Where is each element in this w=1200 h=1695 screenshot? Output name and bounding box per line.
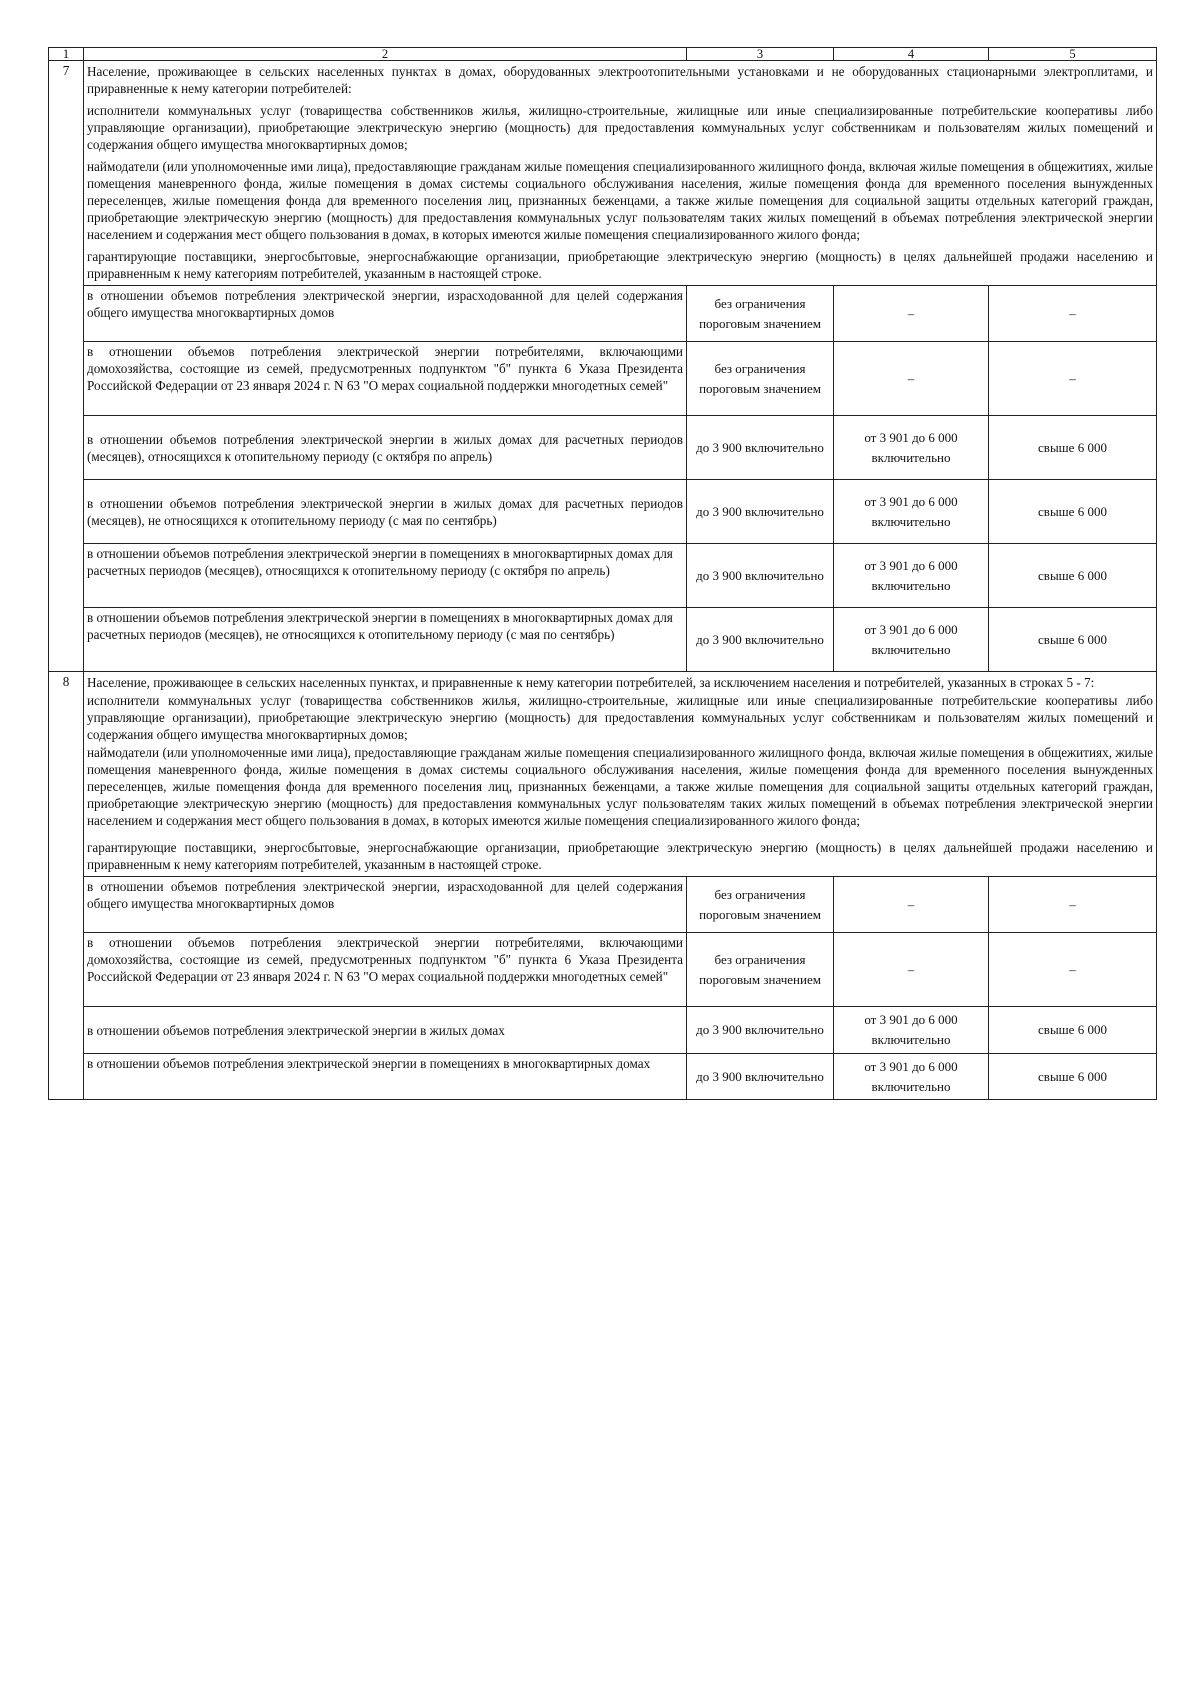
row-number-8: 8 xyxy=(49,672,84,1100)
row-8-sub-3-text: в отношении объемов потребления электрической энергии в жилых домах xyxy=(84,1007,687,1054)
row-7-sub-1-c5: – xyxy=(989,286,1157,342)
table-row xyxy=(49,1007,1157,1054)
row-7-sub-2-text: в отношении объемов потребления электрической энергии потребителями, включающими домохозяйства, состоящие из семей, предусмотренных подпунктом "б" пункта 6 Указа Президента Российской Федерации от 23 января 2024 г. N 63 "О мерах социальной поддержки многодетных семей" xyxy=(84,342,687,416)
row-8-sub-1-c3: без ограничения пороговым значением xyxy=(687,877,834,933)
row-7-sub-3-c4: от 3 901 до 6 000 включительно xyxy=(834,416,989,480)
tariff-table-page xyxy=(48,47,1156,1100)
row-8-sub-2-c5: – xyxy=(989,933,1157,1007)
row-7-sub-5-text: в отношении объемов потребления электрической энергии в помещениях в многоквартирных домах для расчетных периодов (месяцев), относящихся к отопительному периоду (с октября по апрель) xyxy=(84,544,687,608)
row-8-sub-2-text: в отношении объемов потребления электрической энергии потребителями, включающими домохозяйства, состоящие из семей, предусмотренных подпунктом "б" пункта 6 Указа Президента Российской Федерации от 23 января 2024 г. N 63 "О мерах социальной поддержки многодетных семей" xyxy=(84,933,687,1007)
row-7-sub-3-text: в отношении объемов потребления электрической энергии в жилых домах для расчетных периодов (месяцев), относящихся к отопительному периоду (с октября по апрель) xyxy=(84,416,687,480)
row-8-sub-4-c5: свыше 6 000 xyxy=(989,1054,1157,1100)
row-8-description xyxy=(84,672,1157,877)
row-7-para-3: наймодатели (или уполномоченные ими лица), предоставляющие гражданам жилые помещения специализированного жилищного фонда, включая жилые помещения в общежитиях, жилые помещения маневренного фонда, жилые помещения в домах системы социального обслуживания населения, жилые помещения фонда для временного поселения вынужденных переселенцев, жилые помещения фонда для временного поселения лиц, признанных беженцами, а также жилые помещения для социальной защиты отдельных категорий граждан, приобретающие электрическую энергию (мощность) для предоставления коммунальных услуг пользователям таких жилых помещений в объемах потребления электрической энергии населением и содержания мест общего пользования в домах, в которых имеются жилые помещения специализированного жилого фонда; xyxy=(87,159,1153,242)
row-8-sub-1-c4: – xyxy=(834,877,989,933)
row-7-sub-3-c3: до 3 900 включительно xyxy=(687,416,834,480)
table-row xyxy=(49,877,1157,933)
table-row xyxy=(49,342,1157,416)
row-7-sub-6-c3: до 3 900 включительно xyxy=(687,608,834,672)
row-7-para-1: Население, проживающее в сельских населенных пунктах в домах, оборудованных электроотопительными установками и не оборудованных стационарными электроплитами, и приравненные к нему категории потребителей: xyxy=(87,64,1153,96)
row-8-sub-1-c5: – xyxy=(989,877,1157,933)
table-row xyxy=(49,286,1157,342)
row-7-sub-4-c5: свыше 6 000 xyxy=(989,480,1157,544)
row-7-sub-4-c4: от 3 901 до 6 000 включительно xyxy=(834,480,989,544)
row-8-sub-3-c5: свыше 6 000 xyxy=(989,1007,1157,1054)
row-7-sub-6-c5: свыше 6 000 xyxy=(989,608,1157,672)
row-7-sub-2-c4: – xyxy=(834,342,989,416)
row-7-sub-2-c5: – xyxy=(989,342,1157,416)
header-col-3: 3 xyxy=(687,48,834,61)
row-7-sub-6-c4: от 3 901 до 6 000 включительно xyxy=(834,608,989,672)
header-col-1: 1 xyxy=(49,48,84,61)
row-8-sub-2-c3: без ограничения пороговым значением xyxy=(687,933,834,1007)
row-7-sub-5-c5: свыше 6 000 xyxy=(989,544,1157,608)
header-col-4: 4 xyxy=(834,48,989,61)
table-row xyxy=(49,933,1157,1007)
row-7-description xyxy=(84,61,1157,286)
row-8-sub-4-c4: от 3 901 до 6 000 включительно xyxy=(834,1054,989,1100)
row-7-sub-1-text: в отношении объемов потребления электрической энергии, израсходованной для целей содержания общего имущества многоквартирных домов xyxy=(84,286,687,342)
row-8-sub-4-text: в отношении объемов потребления электрической энергии в помещениях в многоквартирных домах xyxy=(84,1054,687,1100)
row-7-header xyxy=(49,61,1157,286)
row-8-sub-4-c3: до 3 900 включительно xyxy=(687,1054,834,1100)
row-7-sub-1-c4: – xyxy=(834,286,989,342)
row-7-sub-4-c3: до 3 900 включительно xyxy=(687,480,834,544)
row-7-sub-5-c3: до 3 900 включительно xyxy=(687,544,834,608)
row-8-para-4: гарантирующие поставщики, энергосбытовые, энергоснабжающие организации, приобретающие электрическую энергию (мощность) в целях дальнейшей продажи населению и приравненным к нему категориям потребителей, указанным в настоящей строке. xyxy=(87,840,1153,872)
row-7-sub-5-c4: от 3 901 до 6 000 включительно xyxy=(834,544,989,608)
row-7-sub-4-text: в отношении объемов потребления электрической энергии в жилых домах для расчетных периодов (месяцев), не относящихся к отопительному периоду (с мая по сентябрь) xyxy=(84,480,687,544)
table-row xyxy=(49,544,1157,608)
row-7-sub-1-c3: без ограничения пороговым значением xyxy=(687,286,834,342)
row-7-para-4: гарантирующие поставщики, энергосбытовые, энергоснабжающие организации, приобретающие электрическую энергию (мощность) в целях дальнейшей продажи населению и приравненным к нему категориям потребителей, указанным в настоящей строке. xyxy=(87,249,1153,281)
header-col-2: 2 xyxy=(84,48,687,61)
row-7-sub-6-text: в отношении объемов потребления электрической энергии в помещениях в многоквартирных домах для расчетных периодов (месяцев), не относящихся к отопительному периоду (с мая по сентябрь) xyxy=(84,608,687,672)
table-row xyxy=(49,480,1157,544)
column-number-header xyxy=(49,48,1157,61)
row-number-7: 7 xyxy=(49,61,84,672)
row-8-sub-2-c4: – xyxy=(834,933,989,1007)
row-8-header xyxy=(49,672,1157,877)
header-col-5: 5 xyxy=(989,48,1157,61)
row-8-para-2: исполнители коммунальных услуг (товарищества собственников жилья, жилищно-строительные, жилищные или иные специализированные потребительские кооперативы либо управляющие организации), приобретающие электрическую энергию (мощность) для предоставления коммунальных услуг собственникам и пользователям жилых помещений и содержания общего имущества многоквартирных домов; xyxy=(87,693,1153,742)
row-7-para-2: исполнители коммунальных услуг (товарищества собственников жилья, жилищно-строительные, жилищные или иные специализированные потребительские кооперативы либо управляющие организации), приобретающие электрическую энергию (мощность) для предоставления коммунальных услуг собственникам и пользователям жилых помещений и содержания общего имущества многоквартирных домов; xyxy=(87,103,1153,152)
row-7-sub-2-c3: без ограничения пороговым значением xyxy=(687,342,834,416)
table-row xyxy=(49,416,1157,480)
row-8-sub-1-text: в отношении объемов потребления электрической энергии, израсходованной для целей содержания общего имущества многоквартирных домов xyxy=(84,877,687,933)
row-8-para-3: наймодатели (или уполномоченные ими лица), предоставляющие гражданам жилые помещения специализированного жилищного фонда, включая жилые помещения в общежитиях, жилые помещения маневренного фонда, жилые помещения в домах системы социального обслуживания населения, жилые помещения фонда для временного поселения вынужденных переселенцев, жилые помещения фонда для временного поселения лиц, признанных беженцами, а также жилые помещения для социальной защиты отдельных категорий граждан, приобретающие электрическую энергию (мощность) для предоставления коммунальных услуг пользователям таких жилых помещений в объемах потребления электрической энергии населением и содержания мест общего пользования в домах, в которых имеются жилые помещения специализированного жилого фонда; xyxy=(87,745,1153,828)
table-row xyxy=(49,608,1157,672)
row-8-para-1: Население, проживающее в сельских населенных пунктах, и приравненные к нему категории потребителей, за исключением населения и потребителей, указанных в строках 5 - 7: xyxy=(87,675,1095,690)
row-7-sub-3-c5: свыше 6 000 xyxy=(989,416,1157,480)
row-8-sub-3-c3: до 3 900 включительно xyxy=(687,1007,834,1054)
tariff-table xyxy=(48,47,1157,1100)
table-row xyxy=(49,1054,1157,1100)
row-8-sub-3-c4: от 3 901 до 6 000 включительно xyxy=(834,1007,989,1054)
